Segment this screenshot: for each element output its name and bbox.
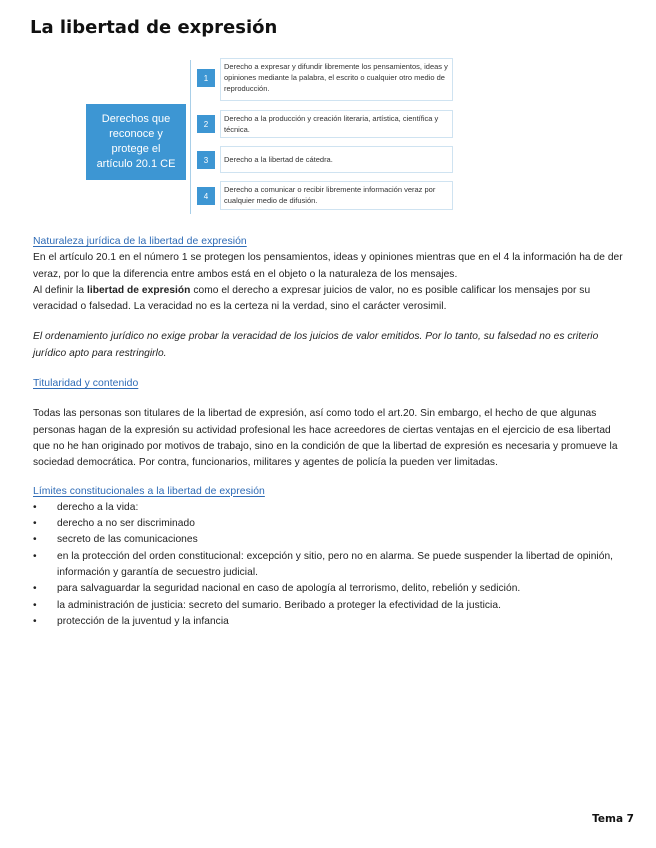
paragraph: Todas las personas son titulares de la libertad de expresión, así como todo el art.20. Sin embargo, el hecho de que algunas personas hagan de la expresión su actividad profesional les hace acreedores de ciertas ventajas en el ejercicio de esa libertad que no he han originado por motivos de trabajo, sino en la condición de que la libertad de expresión es necesaria y promueve la sociedad democrática. Por contra, funcionarios, militares y agentes de policía la pueden ver limitadas. — [33, 408, 618, 469]
section-heading-naturaleza: Naturaleza jurídica de la libertad de expresión — [33, 236, 247, 247]
diagram-item-text: Derecho a la libertad de cátedra. — [220, 146, 453, 173]
bold-term: libertad de expresión — [86, 284, 191, 296]
diagram-main-box — [86, 104, 186, 180]
list-item: • para salvaguardar la seguridad nacional en caso de apología al terrorismo, delito, rebelión y sedición. — [33, 581, 629, 597]
rights-diagram — [0, 0, 656, 230]
list-item: • en la protección del orden constitucional: excepción y sitio, pero no en alarma. Se puede suspender la libertad de opinión, información y garantía de secuestro judicial. — [33, 549, 629, 582]
diagram-item-text: Derecho a comunicar o recibir libremente información veraz por cualquier medio de difusión. — [220, 181, 453, 210]
page-title: La libertad de expresión — [30, 17, 278, 38]
paragraph — [33, 283, 629, 316]
diagram-main-label: Derechos que reconoce y protege el artículo 20.1 CE — [96, 113, 176, 170]
page-footer-topic: Tema 7 — [592, 813, 634, 825]
list-item: • la administración de justicia: secreto del sumario. Beribado a proteger la efectividad de la justicia. — [33, 598, 629, 614]
italic-paragraph — [33, 329, 629, 362]
section-heading-limites: Límites constitucionales a la libertad de expresión — [33, 485, 265, 497]
diagram-connector-line — [190, 60, 191, 214]
list-item: • protección de la juventud y la infancia — [33, 614, 629, 630]
italic-text: El ordenamiento jurídico no exige probar la veracidad de los juicios de valor emitidos. Por lo tanto, su falsedad no es criterio jurídico apto para restringirlo. — [33, 331, 599, 359]
section-heading-titularidad: Titularidad y contenido — [33, 378, 139, 390]
paragraph: En el artículo 20.1 en el número 1 se protegen los pensamientos, ideas y opiniones mientras que en el 4 la información ha de der veraz, por lo que la diferencia entre ambos está en el objeto o la naturaleza de los mensajes. — [33, 252, 623, 280]
diagram-item-number: 4 — [197, 187, 215, 205]
diagram-item-number: 1 — [197, 69, 215, 87]
text-run: como el derecho a expresar juicios de valor, no es posible calificar los mensajes por su veracidad o falsedad. La veracidad no es la certeza ni la verdad, sino el carácter verosimil. — [33, 284, 591, 313]
diagram-item-number: 3 — [197, 151, 215, 169]
limits-list — [33, 500, 629, 630]
document-body — [33, 234, 629, 630]
diagram-item-text: Derecho a la producción y creación literaria, artística, científica y técnica. — [220, 110, 453, 138]
diagram-item-number: 2 — [197, 115, 215, 133]
list-item: • derecho a no ser discriminado — [33, 516, 629, 532]
text-run: Al definir la — [33, 284, 87, 296]
list-item: • derecho a la vida: — [33, 500, 629, 516]
diagram-item-text: Derecho a expresar y difundir libremente los pensamientos, ideas y opiniones mediante la palabra, el escrito o cualquier otro medio de reproducción. — [220, 58, 453, 101]
list-item: • secreto de las comunicaciones — [33, 532, 629, 548]
